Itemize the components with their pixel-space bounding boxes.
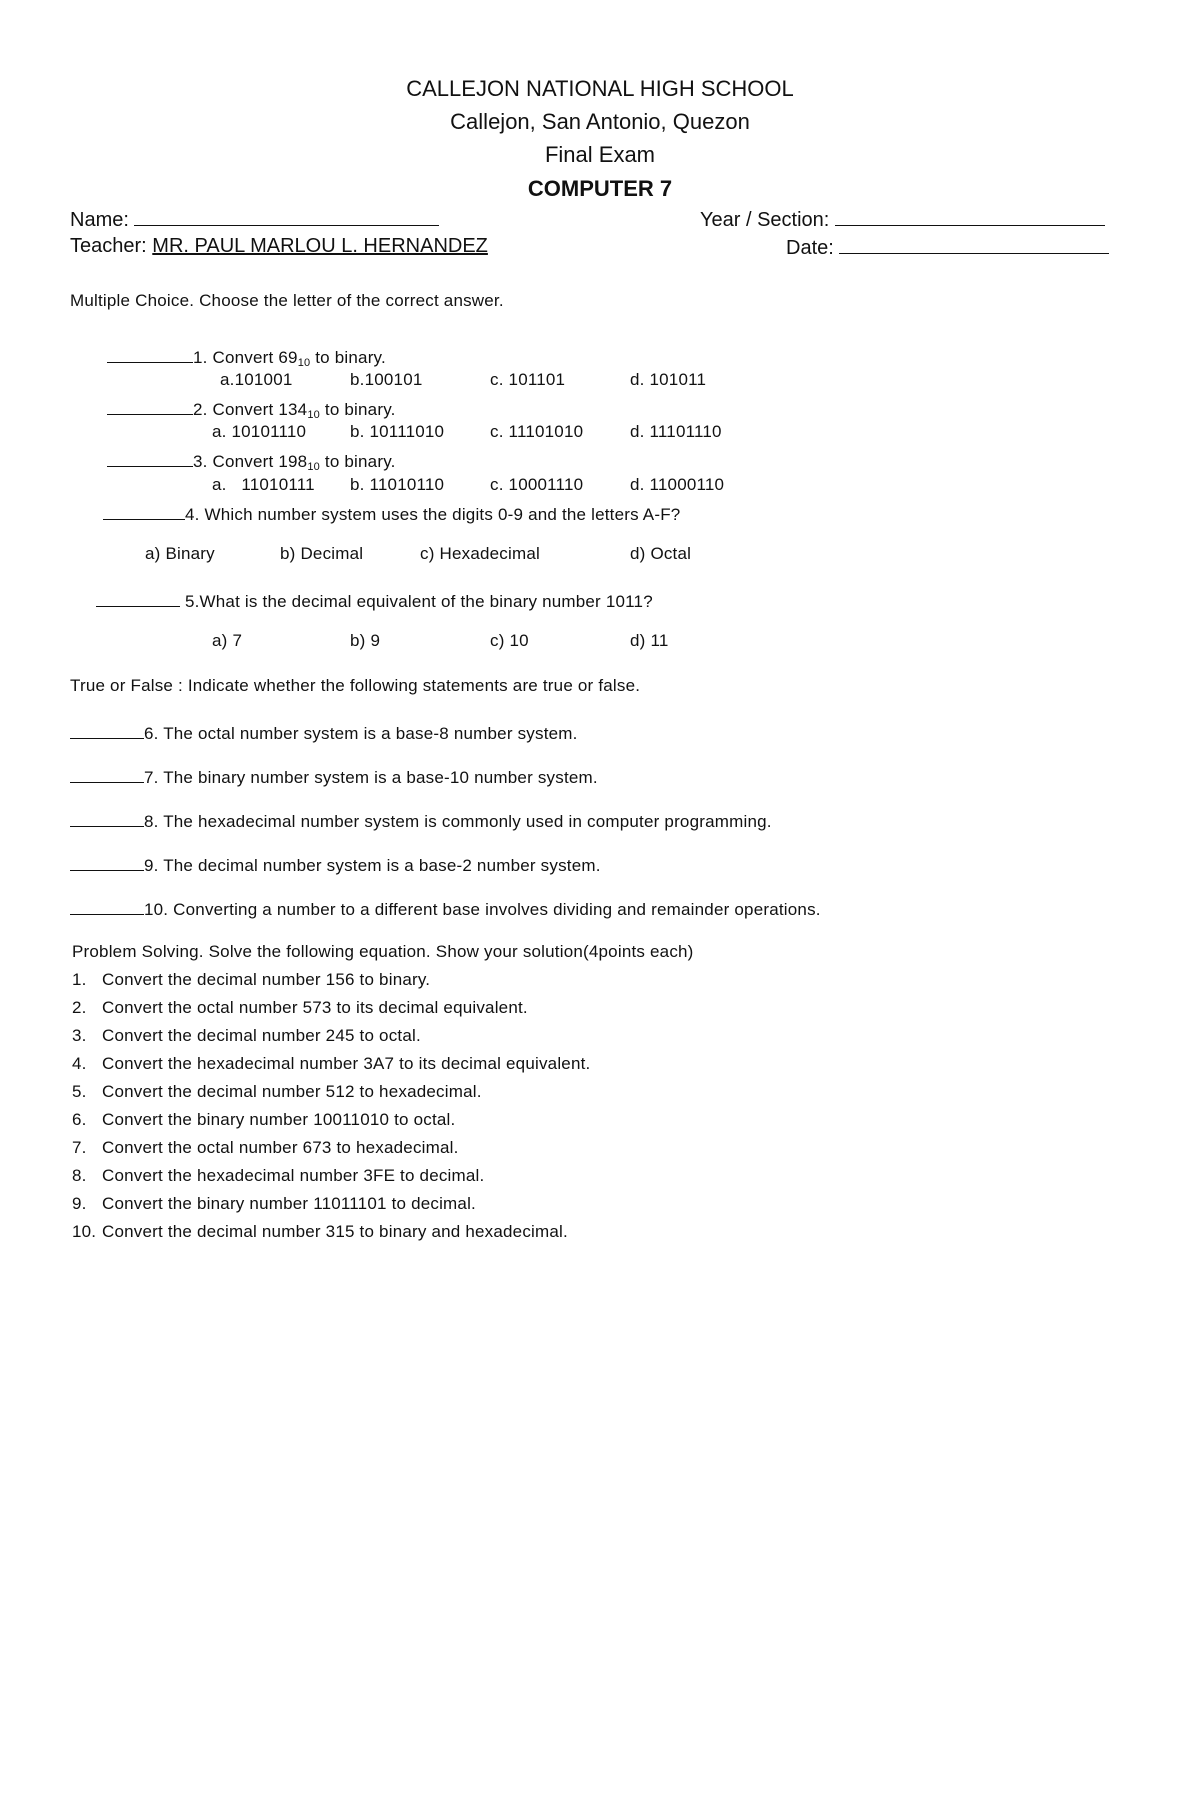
mc-question-2: 2. Convert $134_{10}$ to binary. [107,396,396,420]
subject-title: COMPUTER 7 [527,176,673,201]
teacher-label: Teacher: [70,235,147,257]
mc-q1-option-c: c. 101101 [490,370,566,389]
mc-q3-option-b: b. 11010110 [350,475,445,494]
tf-item-10: 10. Converting a number to a different base involves dividing and remainder operations. [70,896,821,920]
tf-item-8: 8. The hexadecimal number system is commonly used in computer programming. [70,808,772,832]
answer-blank-2[interactable] [107,396,193,415]
ps-item-3: 3. Convert the decimal number 245 to octal. [72,1026,421,1045]
date-row [786,235,1109,260]
tf-blank-10[interactable] [70,896,144,915]
mc-question-5: 5.What is the decimal equivalent of the binary number 1011? [96,588,653,612]
date-blank[interactable] [839,235,1109,254]
year-section-label: Year / Section: [700,209,830,231]
tf-blank-6[interactable] [70,720,144,739]
ps-item-10: 10. Convert the decimal number 315 to binary and hexadecimal. [72,1222,568,1241]
teacher-row [70,235,488,258]
ps-item-2: 2. Convert the octal number 573 to its decimal equivalent. [72,998,528,1017]
tf-item-9: 9. The decimal number system is a base-2 number system. [70,852,601,876]
mc-q2-option-d: d. 11101110 [630,422,722,441]
mc-q2-option-c: c. 11101010 [490,422,584,441]
year-section-blank[interactable] [835,207,1105,226]
date-label: Date: [786,237,834,259]
school-name: CALLEJON NATIONAL HIGH SCHOOL [406,76,794,101]
mc-q5-option-a: a) 7 [212,631,243,650]
mc-q4-option-a: a) Binary [145,544,215,563]
mc-q3-option-a: a. 11010111 [212,475,315,494]
mc-q4-option-b: b) Decimal [280,544,364,563]
ps-item-9: 9. Convert the binary number 11011101 to decimal. [72,1194,476,1213]
mc-q5-option-b: b) 9 [350,631,381,650]
mc-q4-option-d: d) Octal [630,544,692,563]
ps-item-8: 8. Convert the hexadecimal number 3FE to decimal. [72,1166,485,1185]
mc-q5-option-d: d) 11 [630,631,669,650]
ps-item-7: 7. Convert the octal number 673 to hexadecimal. [72,1138,459,1157]
ps-item-4: 4. Convert the hexadecimal number 3A7 to its decimal equivalent. [72,1054,591,1073]
school-address: Callejon, San Antonio, Quezon [450,109,750,134]
name-blank[interactable] [134,207,439,226]
mc-q5-option-c: c) 10 [490,631,529,650]
name-row [70,207,439,232]
name-label: Name: [70,209,129,231]
tf-item-6: 6. The octal number system is a base-8 number system. [70,720,578,744]
mc-q3-option-c: c. 10001110 [490,475,584,494]
tf-item-7: 7. The binary number system is a base-10 number system. [70,764,598,788]
ps-instruction: Problem Solving. Solve the following equation. Show your solution(4points each) [72,942,694,961]
mc-question-4: 4. Which number system uses the digits 0-9 and the letters A-F? [103,501,680,525]
mc-q1-option-a: a.101001 [220,370,293,389]
year-section-row [700,207,1105,232]
mc-q1-option-b: b.100101 [350,370,423,389]
answer-blank-4[interactable] [103,501,185,520]
tf-blank-9[interactable] [70,852,144,871]
ps-item-5: 5. Convert the decimal number 512 to hexadecimal. [72,1082,482,1101]
mc-question-1: 1. Convert $69_{10}$ to binary. [107,344,386,368]
mc-q2-option-a: a. 10101110 [212,422,307,441]
tf-blank-7[interactable] [70,764,144,783]
tf-blank-8[interactable] [70,808,144,827]
answer-blank-3[interactable] [107,448,193,467]
exam-title: Final Exam [544,142,656,167]
answer-blank-1[interactable] [107,344,193,363]
mc-q4-option-c: c) Hexadecimal [420,544,540,563]
teacher-name: MR. PAUL MARLOU L. HERNANDEZ [152,235,488,257]
mc-q1-option-d: d. 101011 [630,370,707,389]
mc-q2-option-b: b. 10111010 [350,422,445,441]
mc-q3-option-d: d. 11000110 [630,475,725,494]
mc-question-3: 3. Convert $198_{10}$ to binary. [107,448,396,472]
ps-item-6: 6. Convert the binary number 10011010 to octal. [72,1110,456,1129]
ps-item-1: 1. Convert the decimal number 156 to binary. [72,970,431,989]
mc-instruction: Multiple Choice. Choose the letter of the correct answer. [70,291,504,310]
tf-instruction: True or False : Indicate whether the following statements are true or false. [70,676,641,695]
answer-blank-5[interactable] [96,588,180,607]
